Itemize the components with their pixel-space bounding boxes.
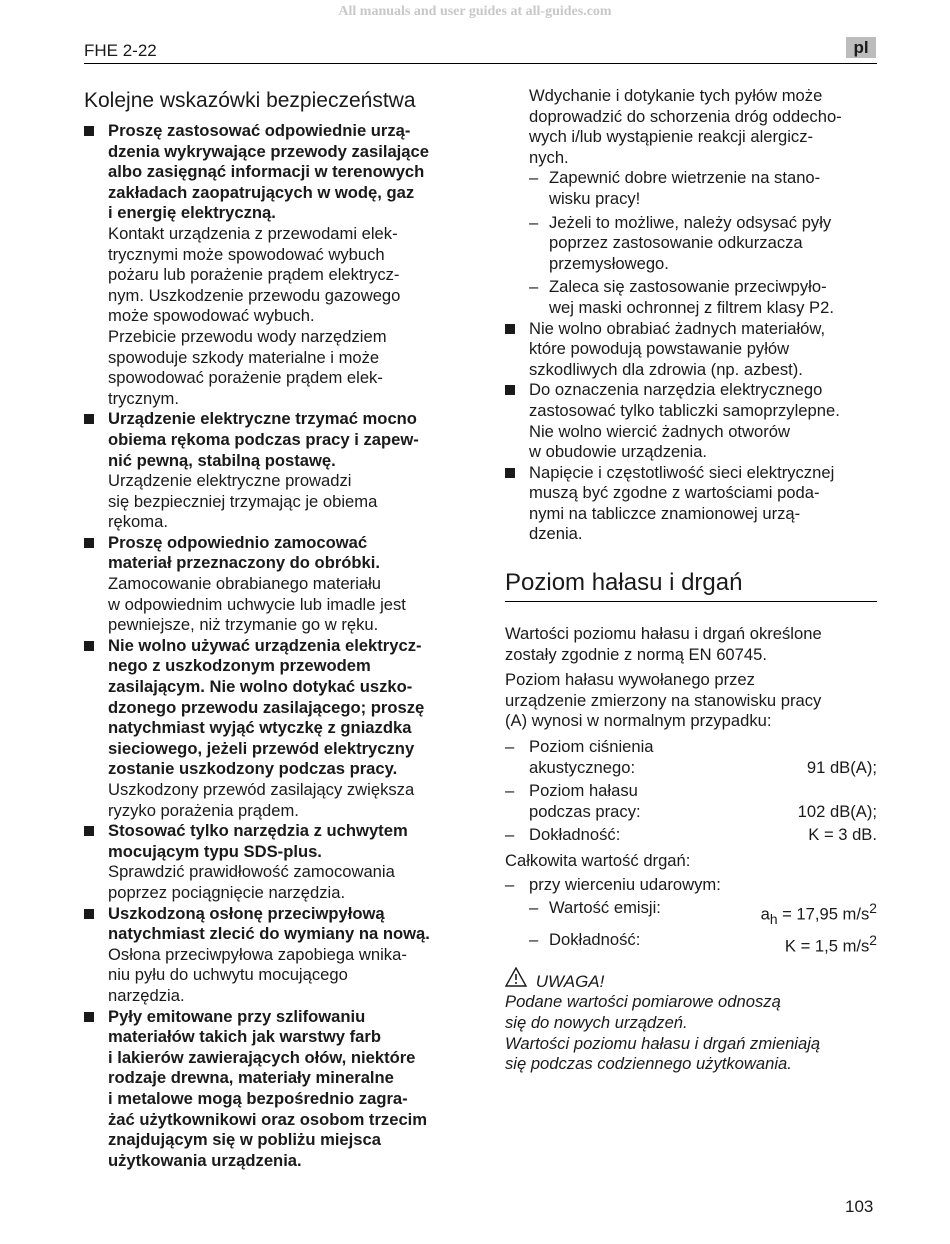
left-column: [84, 88, 454, 1171]
emission-row: [529, 898, 877, 929]
safety-item-7: [84, 1007, 454, 1172]
text-line: spowoduje szkody materialne i może: [108, 347, 380, 367]
safety-item-3: [84, 533, 454, 636]
noise-section: [505, 624, 877, 1075]
bullet-square-icon: [84, 1012, 94, 1022]
text-line: narzędzia.: [108, 985, 185, 1005]
text-line: Poziom hałasu wywołanego przez: [505, 670, 755, 690]
text-line: Uszkodzony przewód zasilający zwiększa: [108, 780, 415, 799]
dash-marker: –: [529, 168, 539, 188]
text-line: muszą być zgodne z wartościami poda-: [529, 483, 820, 503]
text-line: ryzyko porażenia prądem.: [108, 800, 299, 820]
dash-marker: –: [505, 781, 515, 801]
text-line: które powodują powstawanie pyłów: [529, 339, 790, 359]
text-line: zostały zgodnie z normą EN 60745.: [505, 644, 767, 664]
section-heading-safety: Kolejne wskazówki bezpieczeństwa: [84, 89, 416, 112]
bullet-square-icon: [84, 909, 94, 919]
text-line: natychmiast zlecić do wymiany na nową.: [108, 924, 430, 944]
dash-marker: –: [529, 212, 539, 232]
text-line: nego z uszkodzonym przewodem: [108, 656, 371, 676]
text-line: Proszę zastosować odpowiednie urzą-: [108, 121, 411, 140]
text-line: i lakierów zawierających ołów, niektóre: [108, 1047, 416, 1067]
text-line: Proszę odpowiednio zamocować: [108, 532, 368, 552]
text-line: Dokładność:: [549, 929, 641, 949]
text-line: Wartości poziomu hałasu i drgań zmieniają: [505, 1033, 821, 1053]
bullet-square-icon: [505, 324, 515, 334]
text-line: dzonego przewodu zasilającego; proszę: [108, 697, 425, 717]
bullet-square-icon: [84, 126, 94, 136]
text-line: nić pewną, stabilną postawę.: [108, 450, 336, 470]
uncertainty-row: [505, 825, 877, 846]
text-line: w obudowie urządzenia.: [529, 442, 708, 462]
text-line: nymi na tabliczce znamionowej urzą-: [529, 503, 801, 523]
text-line: Przebicie przewodu wody narzędziem: [108, 326, 387, 346]
bullet-square-icon: [84, 538, 94, 548]
text-line: urządzenie zmierzony na stanowisku pracy: [505, 690, 822, 710]
text-line: Napięcie i częstotliwość sieci elektrycznej: [529, 462, 835, 482]
text-line: poprzez pociągnięcie narzędzia.: [108, 882, 346, 902]
text-line: mocującym typu SDS-plus.: [108, 841, 322, 861]
text-line: akustycznego:: [529, 757, 636, 777]
warning-title: UWAGA!: [535, 971, 605, 991]
text-line: żać użytkownikowi oraz osobom trzecim: [108, 1109, 428, 1129]
text-line: obiema rękoma podczas pracy i zapew-: [108, 429, 419, 449]
dash-marker: –: [505, 825, 515, 845]
text-line: przy wierceniu udarowym:: [529, 874, 721, 894]
text-line: spowodować porażenie prądem elek-: [108, 368, 383, 388]
text-line: Uszkodzoną osłonę przeciwpyłową: [108, 903, 385, 923]
sound-pressure-row: [505, 737, 877, 778]
text-line: Poziom ciśnienia: [529, 737, 654, 757]
safety-item-5: [84, 821, 454, 903]
bullet-square-icon: [84, 414, 94, 424]
text-line: Urządzenie elektryczne trzymać mocno: [108, 409, 417, 429]
text-line: się bezpieczniej trzymając je obiema: [108, 491, 378, 511]
text-line: nych.: [529, 147, 569, 167]
dash-item: [529, 277, 877, 318]
bullet-square-icon: [84, 641, 94, 651]
dash-marker: –: [529, 898, 539, 918]
text-line: pożaru lub porażenie prądem elektrycz-: [108, 265, 400, 285]
text-line: rękoma.: [108, 512, 168, 532]
text-line: znajdującym się w pobliżu miejsca: [108, 1130, 381, 1150]
section-heading-noise: Poziom hałasu i drgań: [505, 567, 877, 602]
vibration-label: Całkowita wartość drgań:: [505, 851, 691, 870]
text-line: materiał przeznaczony do obróbki.: [108, 553, 381, 573]
emission-value: $a_h = 17,95$ $m/s^2$: [760, 900, 877, 928]
text-line: poprzez zastosowanie odkurzacza: [549, 233, 803, 253]
uncertainty-value: K = 3 dB.: [808, 825, 877, 845]
noise-measure-intro: [505, 670, 877, 732]
dash-marker: –: [529, 929, 539, 949]
text-line: i metalowe mogą bezpośrednio zagra-: [108, 1088, 408, 1108]
text-line: Nie wolno obrabiać żadnych materiałów,: [529, 318, 826, 338]
text-line: Dokładność:: [529, 825, 621, 845]
model-title: FHE 2-22: [84, 41, 157, 60]
warning-triangle-icon: [505, 967, 531, 993]
hammer-drilling-row: [505, 875, 877, 896]
text-line: zostanie uszkodzony podczas pracy.: [108, 759, 398, 779]
text-line: Do oznaczenia narzędzia elektrycznego: [529, 380, 823, 400]
text-line: Nie wolno wiercić żadnych otworów: [529, 421, 790, 441]
warning-block: [505, 967, 877, 1075]
safety-item-2: [84, 409, 454, 533]
text-line: sieciowego, jeżeli przewód elektryczny: [108, 738, 415, 758]
sound-power-row: [505, 781, 877, 822]
watermark: All manuals and user guides at all-guides.com: [338, 4, 612, 19]
text-line: użytkowania urządzenia.: [108, 1150, 302, 1170]
bullet-square-icon: [505, 468, 515, 478]
text-line: dzenia wykrywające przewody zasilające: [108, 141, 429, 161]
text-line: Zaleca się zastosowanie przeciwpyło-: [549, 277, 827, 297]
text-line: Zapewnić dobre wietrzenie na stano-: [549, 168, 821, 188]
text-line: się do nowych urządzeń.: [505, 1012, 688, 1032]
text-line: Wdychanie i dotykanie tych pyłów może: [529, 86, 823, 105]
text-line: Urządzenie elektryczne prowadzi: [108, 471, 352, 491]
text-line: się podczas codziennego użytkowania.: [505, 1054, 792, 1074]
safety-item-6: [84, 904, 454, 1007]
dash-item: [529, 213, 877, 275]
continued-paragraph: [505, 86, 877, 168]
text-line: Jeżeli to możliwe, należy odsysać pyły: [549, 212, 832, 232]
text-line: Wartości poziomu hałasu i drgań określone: [505, 624, 822, 644]
safety-item-10: [505, 463, 877, 545]
safety-item-9: [505, 380, 877, 462]
text-line: trycznym.: [108, 388, 179, 408]
text-line: wej maski ochronnej z filtrem klasy P2.: [549, 297, 834, 317]
dash-marker: –: [529, 277, 539, 297]
text-line: przemysłowego.: [549, 253, 669, 273]
text-line: szkodliwych dla zdrowia (np. azbest).: [529, 359, 803, 379]
text-line: Kontakt urządzenia z przewodami elek-: [108, 223, 398, 243]
text-line: albo zasięgnąć informacji w terenowych: [108, 162, 425, 182]
dash-marker: –: [505, 737, 515, 757]
right-column: [505, 86, 877, 1075]
text-line: zasilającym. Nie wolno dotykać uszko-: [108, 677, 413, 697]
page-number: 103: [845, 1197, 874, 1216]
text-line: Wartość emisji:: [549, 898, 661, 918]
text-line: zakładach zaopatrujących w wodę, gaz: [108, 182, 415, 202]
text-line: Stosować tylko narzędzia z uchwytem: [108, 821, 408, 841]
text-line: może spowodować wybuch.: [108, 306, 315, 326]
safety-item-1: [84, 121, 454, 409]
text-line: Osłona przeciwpyłowa zapobiega wnika-: [108, 944, 407, 964]
text-line: dzenia.: [529, 524, 583, 544]
header-rule: [84, 63, 877, 64]
text-line: wych i/lub wystąpienie reakcji alergicz-: [529, 127, 814, 147]
text-line: Podane wartości pomiarowe odnoszą: [505, 992, 781, 1012]
text-line: i energię elektryczną.: [108, 203, 276, 223]
text-line: w odpowiednim uchwycie lub imadle jest: [108, 594, 406, 614]
text-line: doprowadzić do schorzenia dróg oddecho-: [529, 106, 842, 126]
text-line: Sprawdzić prawidłowość zamocowania: [108, 862, 395, 882]
noise-intro: [505, 624, 877, 665]
bullet-square-icon: [84, 826, 94, 836]
text-line: zastosować tylko tabliczki samoprzylepne.: [529, 400, 840, 420]
text-line: Pyły emitowane przy szlifowaniu: [108, 1006, 366, 1026]
text-line: niu pyłu do uchwytu mocującego: [108, 965, 348, 985]
text-line: Poziom hałasu: [529, 781, 638, 801]
language-tab: pl: [846, 37, 876, 58]
text-line: podczas pracy:: [529, 801, 641, 821]
dash-marker: –: [505, 874, 515, 894]
text-line: Nie wolno używać urządzenia elektrycz-: [108, 635, 422, 655]
safety-item-4: [84, 636, 454, 821]
text-line: Zamocowanie obrabianego materiału: [108, 574, 382, 594]
text-line: natychmiast wyjąć wtyczkę z gniazdka: [108, 718, 412, 738]
vibration-uncertainty-value: K = 1,5 $m/s^2$: [784, 931, 877, 956]
text-line: nym. Uszkodzenie przewodu gazowego: [108, 285, 401, 305]
dash-list: [505, 168, 877, 318]
bullet-square-icon: [505, 385, 515, 395]
text-line: rodzaje drewna, materiały mineralne: [108, 1068, 394, 1088]
dash-item: [529, 168, 877, 209]
text-line: wisku pracy!: [549, 188, 641, 208]
safety-item-8: [505, 319, 877, 381]
sound-power-value: 102 dB(A);: [797, 801, 877, 821]
text-line: (A) wynosi w normalnym przypadku:: [505, 711, 772, 731]
sound-pressure-value: 91 dB(A);: [806, 757, 877, 777]
text-line: trycznymi może spowodować wybuch: [108, 244, 385, 264]
text-line: materiałów takich jak warstwy farb: [108, 1027, 381, 1047]
text-line: pewniejsze, niż trzymanie go w ręku.: [108, 615, 379, 635]
vibration-uncertainty-row: [529, 930, 877, 957]
